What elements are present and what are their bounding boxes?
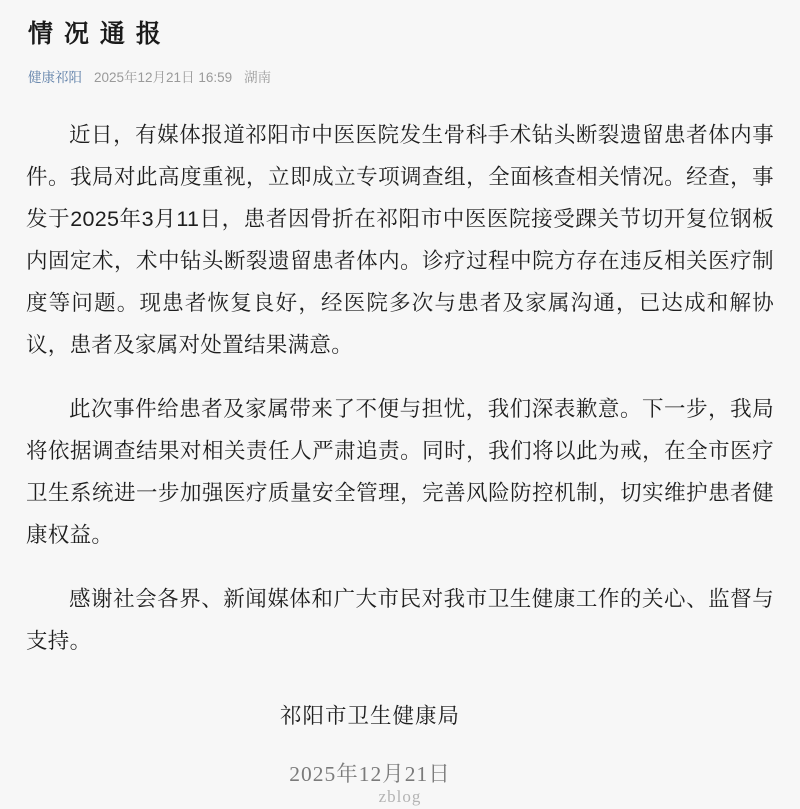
article-paragraph: 近日，有媒体报道祁阳市中医医院发生骨科手术钻头断裂遗留患者体内事件。我局对此高度重视，立即成立专项调查组，全面核查相关情况。经查，事发于2025年3月11日，患者因骨折在祁阳市中医医院接受踝关节切开复位钢板内固定术，术中钻头断裂遗留患者体内。诊疗过程中院方存在违反相关医疗制度等问题。现患者恢复良好，经医院多次与患者及家属沟通，已达成和解协议，患者及家属对处置结果满意。 [26,123,774,357]
page-title: 情 况 通 报 [28,20,163,48]
article-meta [28,68,774,88]
article-signature: 祁阳市卫生健康局 [279,704,460,728]
watermark-label: zblog [378,787,422,806]
article-paragraph: 感谢社会各界、新闻媒体和广大市民对我市卫生健康工作的关心、监督与支持。 [26,587,774,653]
article-body [26,114,774,662]
meta-region: 湖南 [244,70,272,85]
meta-source[interactable]: 健康祁阳 [28,70,82,85]
article-sign-date: 2025年12月21日 [289,762,451,786]
meta-timestamp: 2025年12月21日 16:59 [94,70,233,85]
article-paragraph: 此次事件给患者及家属带来了不便与担忧，我们深表歉意。下一步，我局将依据调查结果对相关责任人严肃追责。同时，我们将以此为戒，在全市医疗卫生系统进一步加强医疗质量安全管理，完善风险防控机制，切实维护患者健康权益。 [26,397,774,547]
